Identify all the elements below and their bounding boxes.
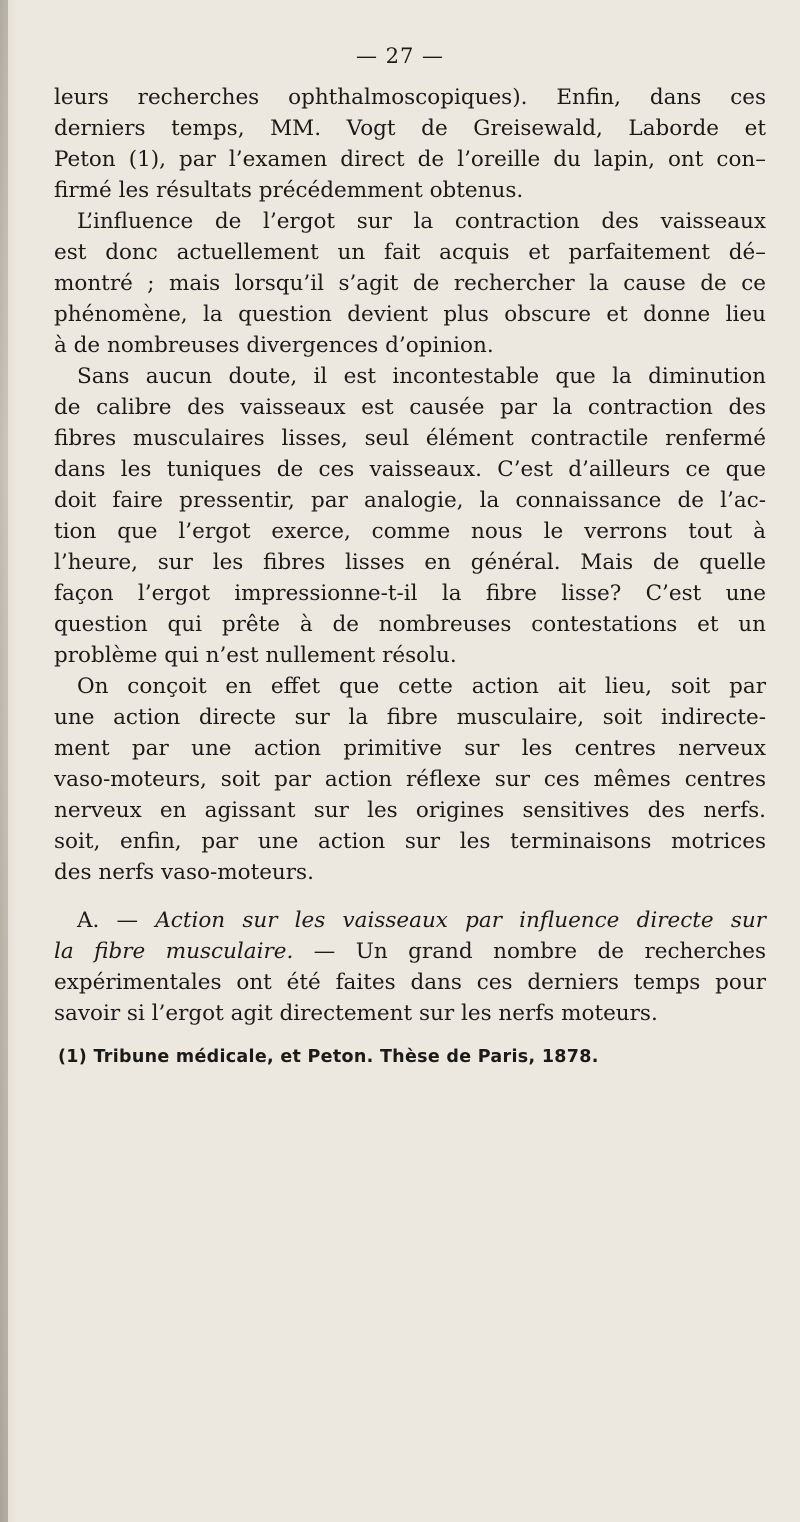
body-line: doit faire pressentir, par analogie, la connaissance de l’ac-	[54, 488, 766, 513]
body-line: On conçoit en effet que cette action ait lieu, soit par	[77, 674, 766, 699]
section-a-text: — Un grand nombre de recherches	[313, 939, 766, 964]
body-line: tion que l’ergot exerce, comme nous le verrons tout à	[54, 519, 766, 544]
section-a-heading-line	[77, 905, 766, 936]
section-a-label: A. —	[77, 908, 139, 933]
body-line: est donc actuellement un fait acquis et parfaitement dé–	[54, 240, 766, 265]
body-line: de calibre des vaisseaux est causée par la contraction des	[54, 395, 766, 420]
section-a-line	[54, 936, 766, 967]
section-a-title-part-1: Action sur les vaisseaux par influence directe sur	[155, 908, 766, 933]
section-a-title-part-2: la fibre musculaire.	[54, 939, 294, 964]
body-line: L’influence de l’ergot sur la contraction des vaisseaux	[77, 209, 766, 234]
page-binding-edge	[0, 0, 8, 1522]
body-line: question qui prête à de nombreuses contestations et un	[54, 612, 766, 637]
body-line: dans les tuniques de ces vaisseaux. C’est d’ailleurs ce que	[54, 457, 766, 482]
body-line: Peton (1), par l’examen direct de l’oreille du lapin, ont con–	[54, 147, 766, 172]
body-line: montré ; mais lorsqu’il s’agit de rechercher la cause de ce	[54, 271, 766, 296]
body-line: problème qui n’est nullement résolu.	[54, 643, 457, 668]
body-line: vaso-moteurs, soit par action réflexe sur ces mêmes centres	[54, 767, 766, 792]
footnote: (1) Tribune médicale, et Peton. Thèse de Paris, 1878.	[58, 1047, 599, 1067]
body-line: derniers temps, MM. Vogt de Greisewald, Laborde et	[54, 116, 766, 141]
body-line: l’heure, sur les fibres lisses en général. Mais de quelle	[54, 550, 766, 575]
body-line: soit, enfin, par une action sur les terminaisons motrices	[54, 829, 766, 854]
body-line: à de nombreuses divergences d’opinion.	[54, 333, 494, 358]
page-number: — 27 —	[355, 44, 445, 68]
body-line: une action directe sur la fibre musculaire, soit indirecte-	[54, 705, 766, 730]
section-a-line: savoir si l’ergot agit directement sur les nerfs moteurs.	[54, 1001, 658, 1026]
section-a-line: expérimentales ont été faites dans ces derniers temps pour	[54, 970, 766, 995]
body-line: Sans aucun doute, il est incontestable que la diminution	[77, 364, 766, 389]
body-line: phénomène, la question devient plus obscure et donne lieu	[54, 302, 766, 327]
body-line: firmé les résultats précédemment obtenus.	[54, 178, 524, 203]
body-line: leurs recherches ophthalmoscopiques). Enfin, dans ces	[54, 85, 766, 110]
body-line: des nerfs vaso-moteurs.	[54, 860, 314, 885]
body-line: fibres musculaires lisses, seul élément contractile renfermé	[54, 426, 766, 451]
body-line: nerveux en agissant sur les origines sensitives des nerfs.	[54, 798, 766, 823]
body-line: ment par une action primitive sur les centres nerveux	[54, 736, 766, 761]
body-line: façon l’ergot impressionne-t-il la fibre lisse? C’est une	[54, 581, 766, 606]
